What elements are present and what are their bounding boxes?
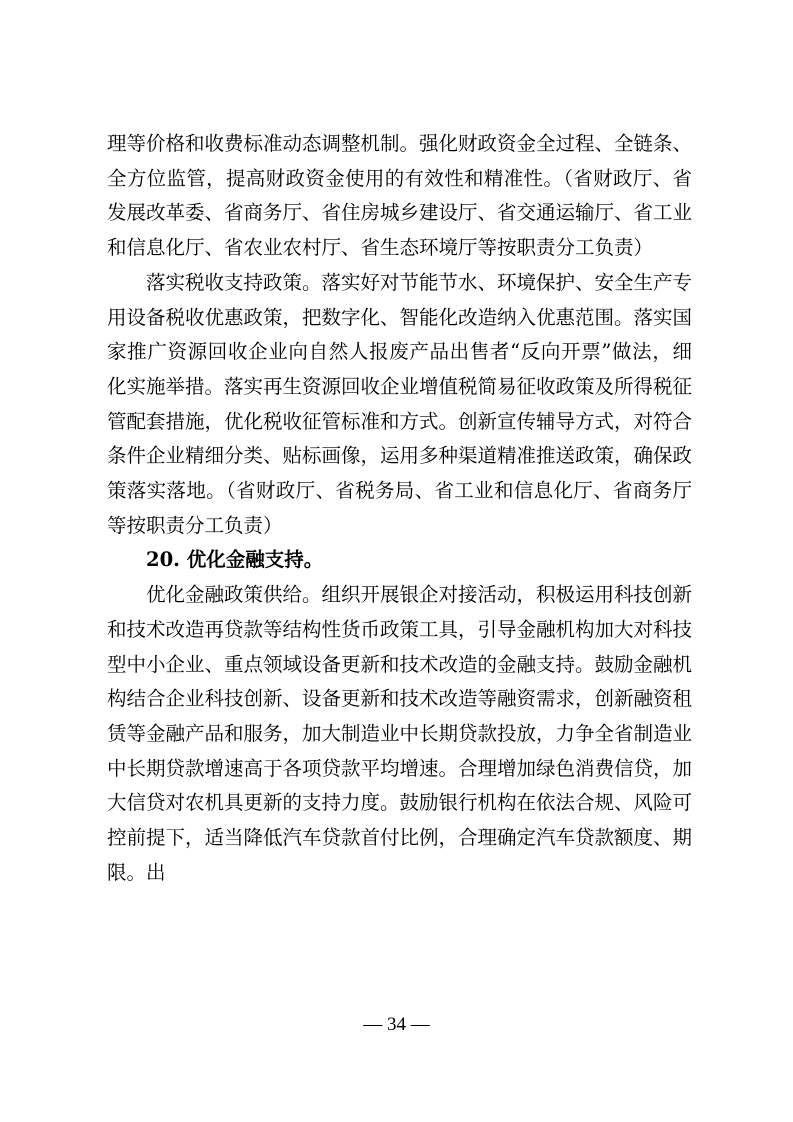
paragraph-financial-policy: 优化金融政策供给。组织开展银企对接活动，积极运用科技创新和技术改造再贷款等结构性货币政策工具，引导金融机构加大对科技型中小企业、重点领域设备更新和技术改造的金融支持。鼓励金融机构结合企业科技创新、设备更新和技术改造等融资需求，创新融资租赁等金融产品和服务，加大制造业中长期贷款投放，力争全省制造业中长期贷款增速高于各项贷款平均增速。合理增加绿色消费信贷，加大信贷对农机具更新的支持力度。鼓励银行机构在依法合规、风险可控前提下，适当降低汽车贷款首付比例，合理确定汽车贷款额度、期限。出 [107, 583, 693, 884]
paragraph-fiscal-supervision: 理等价格和收费标准动态调整机制。强化财政资金全过程、全链条、全方位监管，提高财政资金使用的有效性和精准性。（省财政厅、省发展改革委、省商务厅、省住房城乡建设厅、省交通运输厅、省工业和信息化厅、省农业农村厅、省生态环境厅等按职责分工负责） [107, 132, 693, 260]
document-body [107, 127, 692, 890]
section-heading-financial-support: 20. 优化金融支持。 [146, 548, 324, 572]
page-number: — 34 — [363, 1014, 430, 1035]
paragraph-tax-support: 落实税收支持政策。落实好对节能节水、环境保护、安全生产专用设备税收优惠政策，把数字化、智能化改造纳入优惠范围。落实国家推广资源回收企业向自然人报废产品出售者“反向开票”做法，细化实施举措。落实再生资源回收企业增值税简易征收政策及所得税征管配套措施，优化税收征管标准和方式。创新宣传辅导方式，对符合条件企业精细分类、贴标画像，运用多种渠道精准推送政策，确保政策落实落地。（省财政厅、省税务局、省工业和信息化厅、省商务厅等按职责分工负责） [107, 270, 693, 537]
